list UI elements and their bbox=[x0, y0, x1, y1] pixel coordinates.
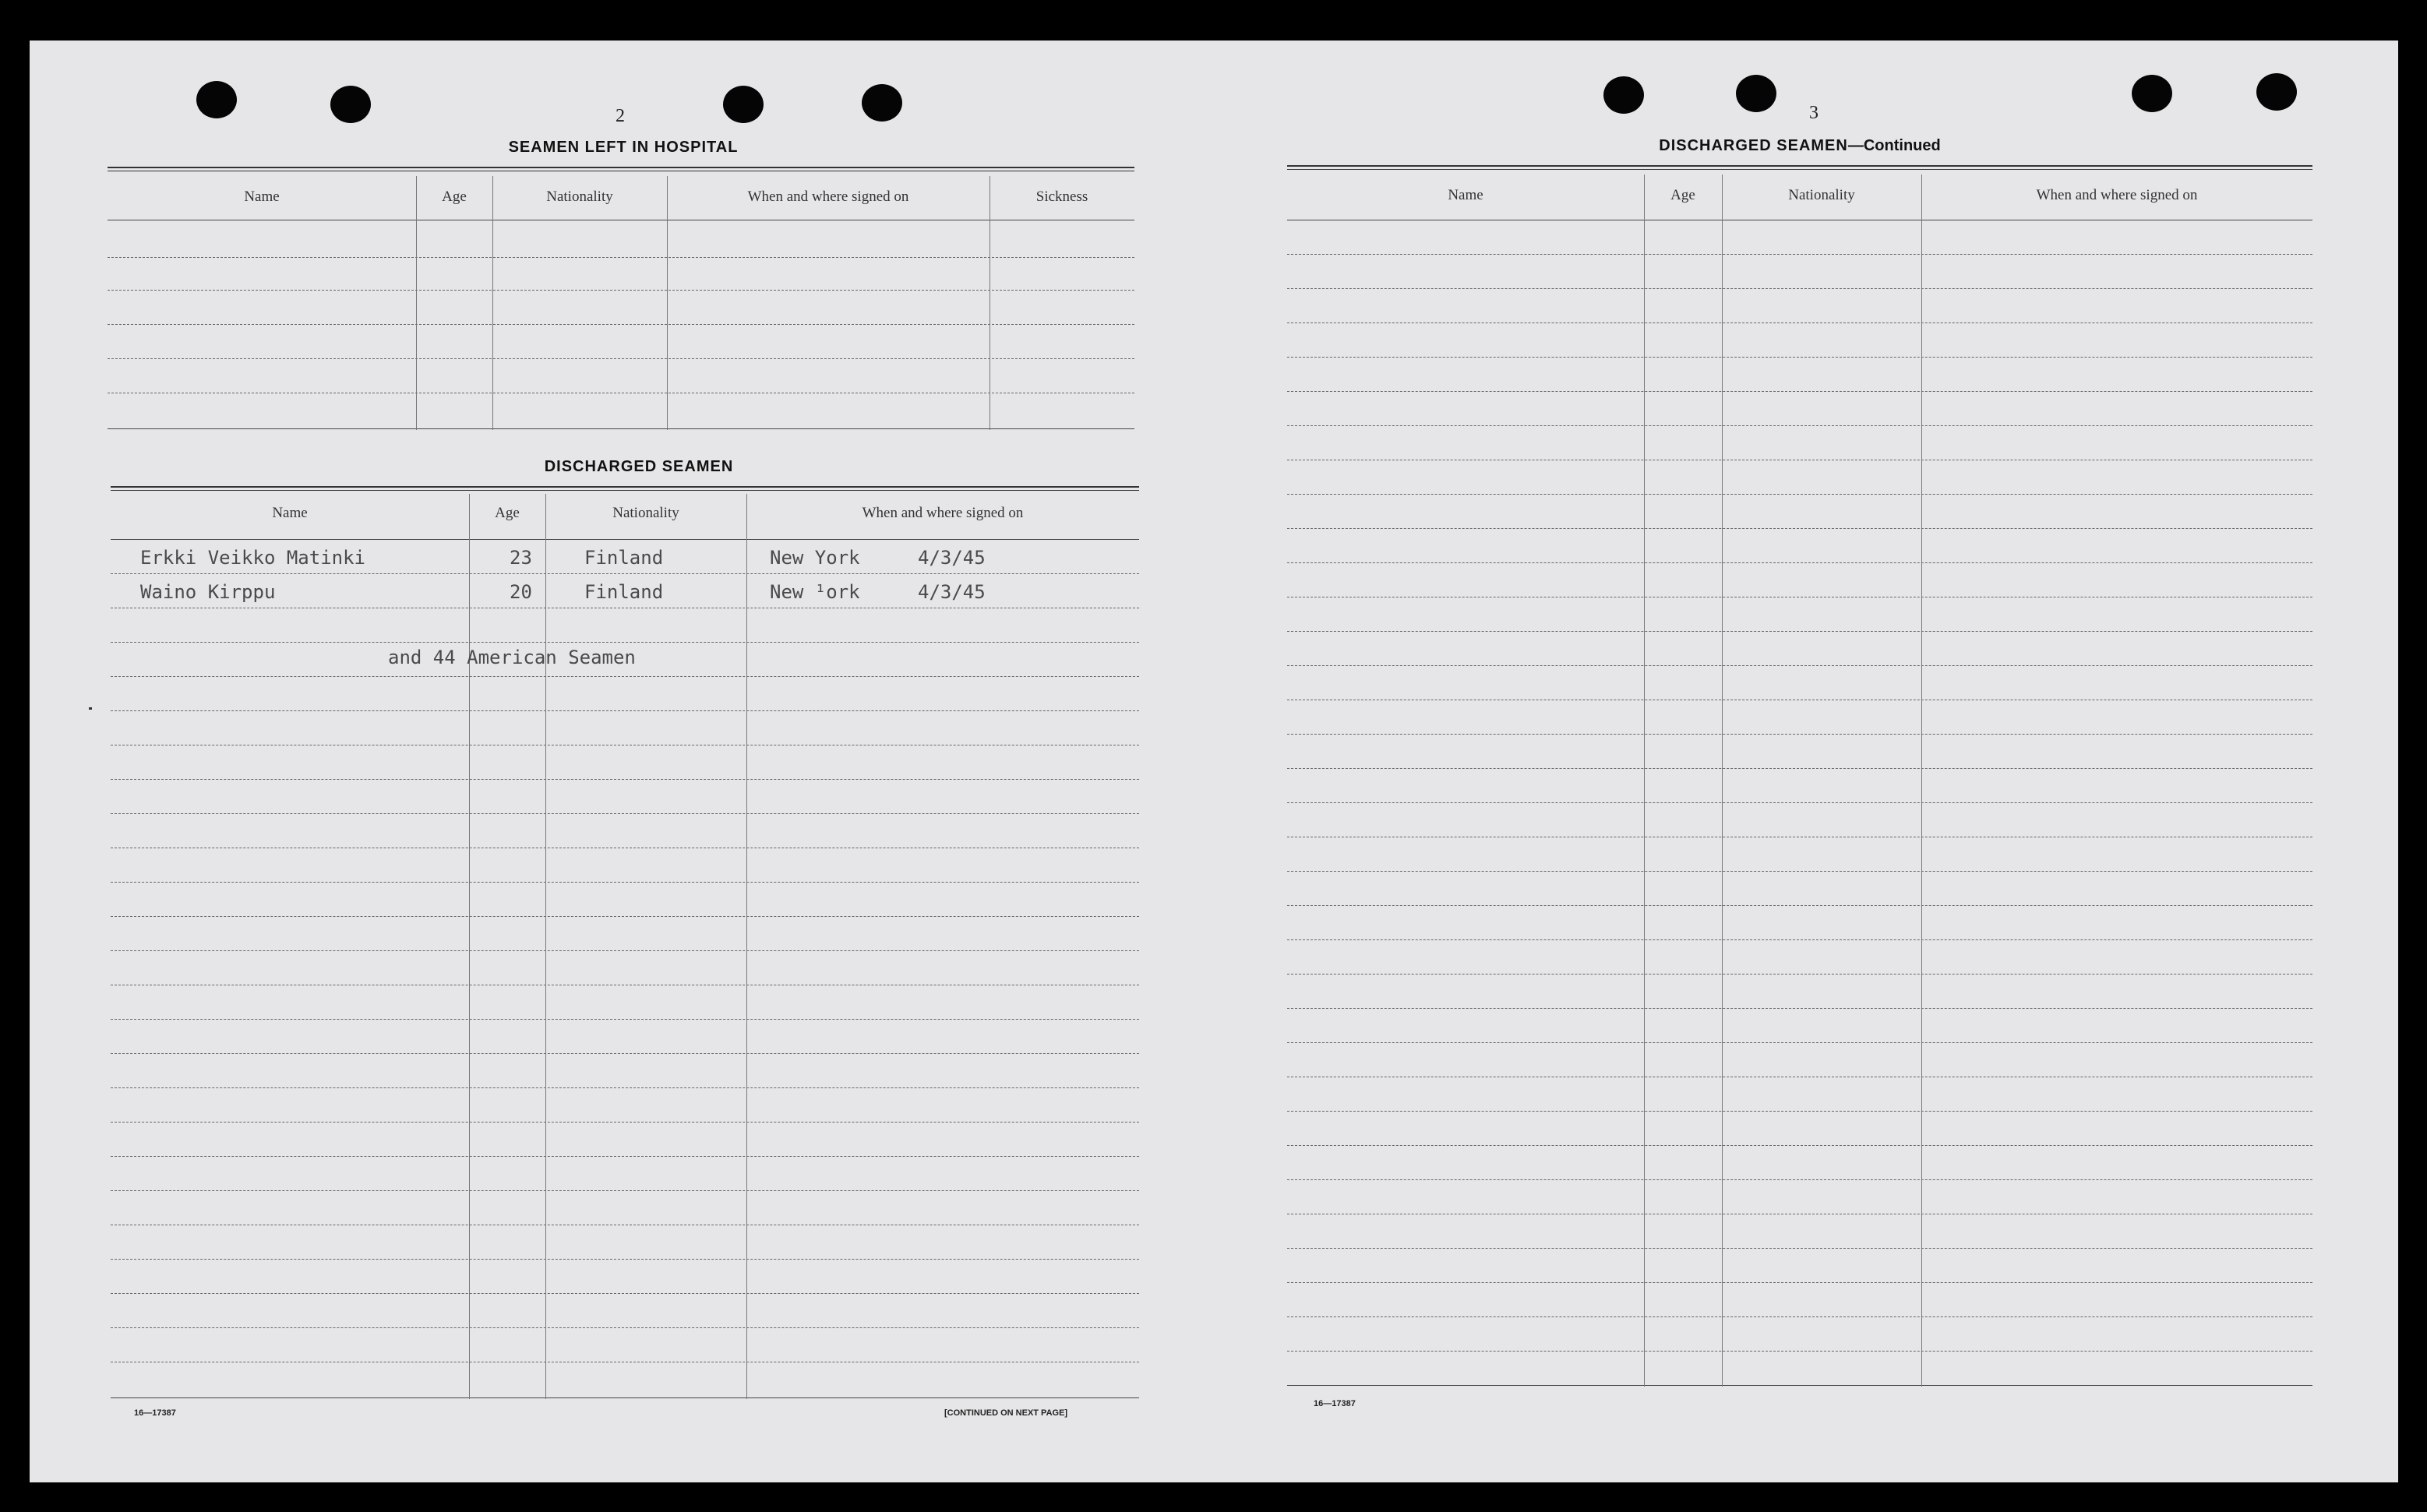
punch-hole bbox=[196, 81, 237, 118]
punch-hole bbox=[2132, 75, 2172, 112]
discharged-continued-table bbox=[1287, 165, 2312, 1396]
column-header: Age bbox=[495, 505, 520, 521]
signed-on-place: New York bbox=[770, 547, 860, 569]
seaman-nationality: Finland bbox=[584, 547, 664, 569]
column-header: Name bbox=[272, 505, 308, 521]
column-header: Name bbox=[244, 189, 280, 205]
column-header: When and where signed on bbox=[2036, 187, 2198, 203]
form-code: 16—17387 bbox=[134, 1408, 176, 1418]
continued-note: [CONTINUED ON NEXT PAGE] bbox=[944, 1408, 1068, 1418]
column-header: When and where signed on bbox=[747, 189, 909, 205]
punch-hole bbox=[2256, 73, 2297, 111]
column-header: When and where signed on bbox=[862, 505, 1024, 521]
signed-on-place: New ¹ork bbox=[770, 581, 860, 603]
hospital-title: SEAMEN LEFT IN HOSPITAL bbox=[508, 139, 739, 156]
punch-hole bbox=[723, 86, 764, 123]
column-header: Age bbox=[442, 189, 467, 205]
column-header: Nationality bbox=[1788, 187, 1855, 203]
discharged-table bbox=[111, 486, 1139, 1402]
punch-hole bbox=[862, 84, 902, 122]
seaman-age: 20 bbox=[510, 581, 532, 603]
seaman-name: Erkki Veikko Matinki bbox=[140, 547, 365, 569]
column-header: Nationality bbox=[612, 505, 679, 521]
page-number: 2 bbox=[616, 106, 625, 126]
punch-hole bbox=[1736, 75, 1776, 112]
form-code: 16—17387 bbox=[1314, 1399, 1356, 1408]
seaman-nationality: Finland bbox=[584, 581, 664, 603]
hospital-table bbox=[108, 167, 1134, 432]
continued-title bbox=[1566, 137, 2034, 155]
column-header: Age bbox=[1670, 187, 1695, 203]
punch-hole bbox=[1603, 76, 1644, 114]
discharged-title: DISCHARGED SEAMEN bbox=[544, 458, 734, 475]
column-header: Name bbox=[1448, 187, 1483, 203]
page-number: 3 bbox=[1809, 103, 1818, 123]
signed-on-date: 4/3/45 bbox=[918, 581, 986, 603]
continued-title-suffix: —Continued bbox=[1847, 137, 1941, 154]
seaman-age: 23 bbox=[510, 547, 532, 569]
ink-speck bbox=[89, 707, 92, 710]
american-seamen-note: and 44 American Seamen bbox=[388, 647, 636, 668]
signed-on-date: 4/3/45 bbox=[918, 547, 986, 569]
continued-title-main: DISCHARGED SEAMEN bbox=[1659, 137, 1848, 154]
column-header: Sickness bbox=[1035, 189, 1088, 205]
seaman-name: Waino Kirppu bbox=[140, 581, 276, 603]
punch-hole bbox=[330, 86, 371, 123]
column-header: Nationality bbox=[546, 189, 613, 205]
